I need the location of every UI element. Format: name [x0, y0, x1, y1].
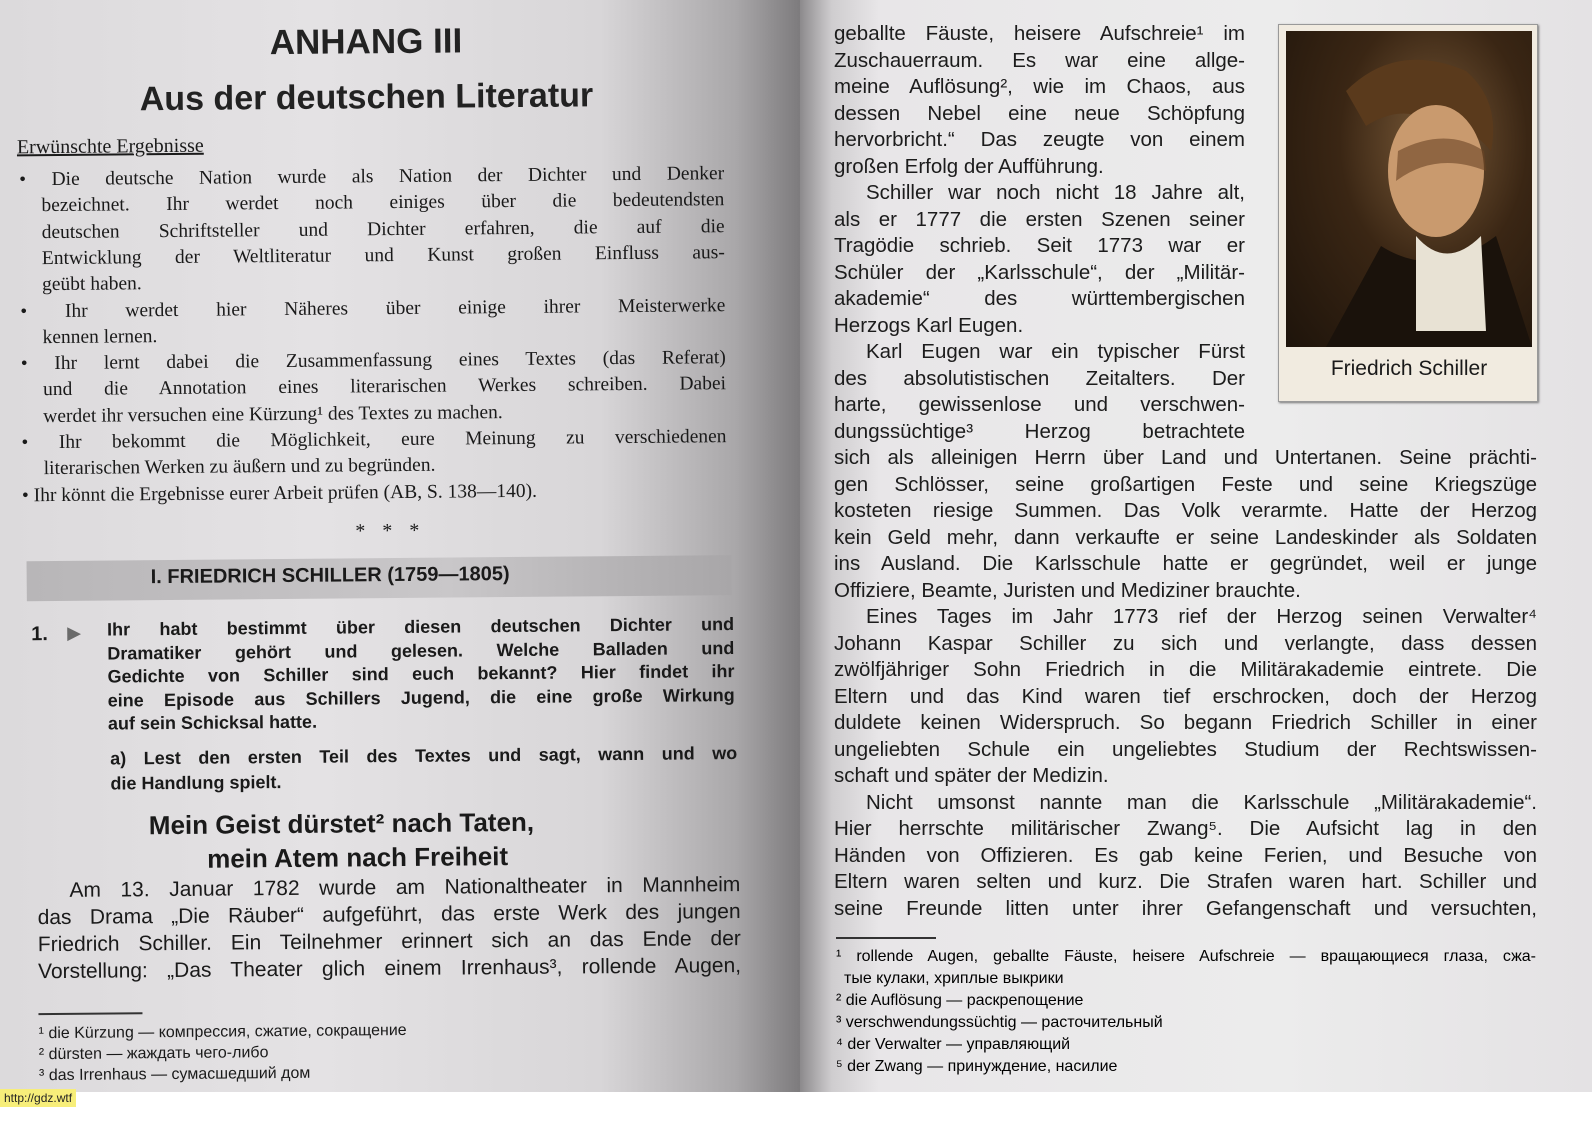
body-line: sich als alleinigen Herrn über Land und Untertanen. Seine prächti-: [834, 446, 1537, 469]
left-page: [0, 0, 800, 1092]
footnote: ⁵ der Zwang — принуждение, насилие: [836, 1058, 1118, 1075]
goal-line: werdet ihr versuchen eine Kürzung¹ des Textes zu machen.: [43, 401, 503, 427]
goal-line: geübt haben.: [42, 273, 142, 296]
goal-line: deutschen Schriftsteller und Dichter erfahren, die auf die: [41, 215, 725, 243]
footnote: тые кулаки, хриплые выкрики: [844, 970, 1064, 987]
goal-line: kennen lernen.: [42, 325, 158, 348]
body-line: Tragödie schrieb. Seit 1773 war er: [834, 234, 1245, 257]
body-line: kein Geld mehr, dann verkaufte er seine Landeskinder als Soldaten: [834, 525, 1537, 549]
task-line: Dramatiker gehört und gelesen. Welche Balladen und: [107, 637, 735, 664]
footnote: ³ verschwendungssüchtig — расточительный: [836, 1014, 1163, 1031]
footnote: ⁴ der Verwalter — управляющий: [836, 1036, 1071, 1053]
task-line: auf sein Schicksal hatte.: [107, 711, 318, 734]
goal-line: • Ihr werdet hier Näheres über einige ihrer Meisterwerke: [20, 294, 726, 322]
section-title: I. FRIEDRICH SCHILLER (1759—1805): [150, 563, 510, 589]
task-line: Ihr habt bestimmt über diesen deutschen Dichter und: [107, 614, 735, 640]
body-line: Eltern waren selten und kurz. Die Strafen waren hart. Schiller und: [834, 870, 1537, 893]
goal-line: • Ihr lernt dabei die Zusammenfassung eines Textes (das Referat): [20, 347, 726, 375]
body-line: harte, gewissenlose und verschwen-: [834, 393, 1245, 416]
portrait-figure: [1278, 24, 1538, 402]
body-line: Schüler der „Karlsschule“, der „Militär-: [834, 260, 1245, 284]
body-line: seine Freunde litten unter ihrer Gefangenschaft und versuchten,: [834, 896, 1537, 920]
body-line: Eines Tages im Jahr 1773 rief der Herzog seinen Verwalter⁴: [866, 605, 1537, 628]
footnote: ² die Auflösung — раскрепощение: [836, 992, 1084, 1009]
schiller-portrait-image: [1286, 31, 1532, 347]
body-line: des absolutistischen Zeitalters. Der: [834, 366, 1245, 390]
body-line: Vorstellung: „Das Theater glich einem Irrenhaus³, rollende Augen,: [38, 954, 742, 984]
body-line: akademie“ des württembergischen: [834, 287, 1245, 310]
goal-line: • Ihr könnt die Ergebnisse eurer Arbeit prüfen (AB, S. 138—140).: [21, 480, 538, 506]
body-line: dungssüchtige³ Herzog betrachtete: [834, 419, 1245, 443]
subtask-line: die Handlung spielt.: [110, 772, 282, 794]
separator: * * *: [355, 519, 426, 543]
body-line: als er 1777 die ersten Szenen seiner: [834, 207, 1245, 231]
goal-line: bezeichnet. Ihr werdet noch einiges über die bedeutendsten: [41, 189, 725, 217]
task-line: eine Episode aus Schillers Jugend, die eine große Wirkung: [107, 684, 735, 711]
arrow-icon: ▶: [67, 622, 82, 643]
body-line: Schiller war noch nicht 18 Jahre alt,: [866, 181, 1245, 204]
body-line: großen Erfolg der Aufführung.: [834, 154, 1104, 178]
body-line: Offiziere, Beamte, Juristen und Mediziner brauchte.: [834, 578, 1301, 602]
footnote: ² dürsten — жаждать чего-либо: [38, 1044, 269, 1064]
footnote: ¹ rollende Augen, geballte Fäuste, heisere Aufschreie — вращающиеся глаза, сжа-: [836, 948, 1536, 965]
task-line: Gedichte von Schiller sind euch bekannt? Hier findet ihr: [107, 661, 735, 687]
footnote-rule: [38, 1012, 142, 1015]
body-line: hervorbricht.“ Das zeugte von einem: [834, 128, 1245, 151]
footnote-rule: [836, 937, 936, 939]
body-line: Nicht umsonst nannte man die Karlsschule „Militärakademie“.: [866, 790, 1537, 814]
body-line: gen Schlösser, seine großartigen Feste und seine Kriegszüge: [834, 472, 1537, 496]
appendix-title: ANHANG III: [269, 21, 463, 63]
body-line: Hier herrschte militärischer Zwang⁵. Die Aufsicht lag in den: [834, 817, 1537, 840]
body-line: dessen Nebel eine neue Schöpfung: [834, 101, 1245, 125]
goal-line: Entwicklung der Weltliteratur und Kunst großen Einfluss aus-: [41, 242, 725, 270]
goal-line: literarischen Werken zu äußern und zu begründen.: [43, 454, 436, 480]
text-heading-line-2: mein Atem nach Freiheit: [206, 841, 509, 874]
watermark-link[interactable]: http://gdz.wtf: [0, 1089, 76, 1107]
goals-heading: Erwünschte Ergebnisse: [16, 134, 204, 159]
body-line: duldete keinen Widerspruch. So begann Friedrich Schiller in einer: [834, 711, 1537, 734]
body-line: Händen von Offizieren. Es gab keine Ferien, und Besuche von: [834, 843, 1537, 867]
body-line: kosteten riesige Summen. Das Volk verarmte. Hatte der Herzog: [834, 499, 1537, 522]
body-line: Eltern und das Kind waren tief erschrocken, doch der Herzog: [834, 684, 1537, 708]
body-line: schaft und später der Medizin.: [834, 764, 1109, 787]
goal-line: • Die deutsche Nation wurde als Nation der Dichter und Denker: [19, 163, 725, 191]
body-line: ins Ausland. Die Karlsschule hatte er gegründet, weil er junge: [834, 552, 1537, 575]
body-line: geballte Fäuste, heisere Aufschreie¹ im: [834, 22, 1245, 45]
goal-line: • Ihr bekommt die Möglichkeit, eure Meinung zu verschiedenen: [21, 426, 727, 454]
body-line: Am 13. Januar 1782 wurde am Nationaltheater in Mannheim: [69, 873, 741, 902]
body-line: Zuschauerraum. Es war eine allge-: [834, 48, 1245, 72]
body-line: ungeliebten Schule ein ungeliebtes Studium der Rechtswissen-: [834, 737, 1537, 761]
portrait-caption: Friedrich Schiller: [1330, 357, 1488, 380]
body-line: das Drama „Die Räuber“ aufgeführt, das erste Werk des jungen: [37, 900, 741, 930]
body-line: Karl Eugen war ein typischer Fürst: [866, 340, 1245, 363]
body-line: Friedrich Schiller. Ein Teilnehmer erinnert sich an das Ende der: [37, 927, 741, 957]
chapter-title: Aus der deutschen Literatur: [139, 76, 594, 119]
subtask-line: a) Lest den ersten Teil des Textes und sagt, wann und wo: [110, 743, 738, 769]
footnote: ³ das Irrenhaus — сумасшедший дом: [38, 1064, 311, 1085]
footnote: ¹ die Kürzung — компрессия, сжатие, сокращение: [38, 1021, 407, 1043]
task-number: 1.: [31, 623, 48, 646]
body-line: Herzogs Karl Eugen.: [834, 313, 1024, 337]
text-heading-line-1: Mein Geist dürstet² nach Taten,: [148, 806, 535, 841]
body-line: zwölfjähriger Sohn Friedrich in die Militärakademie eintrete. Die: [834, 658, 1537, 681]
body-line: meine Auflösung², wie im Chaos, aus: [834, 75, 1245, 98]
body-line: Johann Kaspar Schiller zu sich und verlangte, dass dessen: [834, 631, 1537, 655]
goal-line: und die Annotation eines literarischen Werkes schreiben. Dabei: [42, 373, 727, 401]
